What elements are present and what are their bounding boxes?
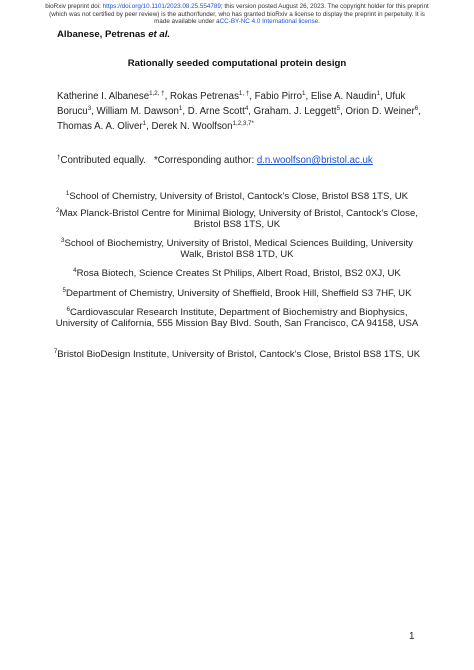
affiliation-number: 3 bbox=[61, 236, 65, 244]
affiliation-number: 5 bbox=[62, 286, 66, 294]
author-name: Elise A. Naudin bbox=[310, 91, 377, 102]
affiliation-number: 1 bbox=[65, 189, 70, 197]
affiliation-text: School of Biochemistry, University of Bristol, Medical Sciences Building, University Walk, Bristol BS8 1TD, UK bbox=[64, 238, 413, 261]
affiliation-number: 2 bbox=[56, 206, 60, 214]
dagger-marker: † bbox=[57, 153, 61, 161]
affiliation-number: 7 bbox=[53, 347, 58, 355]
author-list: Katherine I. Albanese$^{1,2, \dagger}$, Rokas Petrenas$^{1, \dagger}$, Fabio Pirro$^1$, Elise A. Naudin$^1$, Ufuk Borucu$^3$, William M. Dawson$^1$, D. Arne Scott$^4$, Graham. J. Leggett$^5$, Orion D. Weiner$^6$, Thomas A. A. Oliver$^1$, Derek N. Woolfson$^{1,2,3,7*}$ bbox=[57, 89, 421, 133]
affiliation-number: 6 bbox=[66, 305, 70, 313]
author-name: Graham. J. Leggett bbox=[253, 106, 337, 118]
author-affiliation-marker: 1 bbox=[302, 89, 306, 97]
running-header-etal: et al. bbox=[148, 29, 171, 40]
affiliation-text: Max Planck-Bristol Centre for Minimal Biology, University of Bristol, Cantock’s Close, Bristol BS8 1TS, UK bbox=[59, 208, 418, 231]
author-affiliation-marker: 1, † bbox=[238, 89, 250, 97]
page-number: 1 bbox=[409, 631, 415, 642]
preprint-notice bbox=[20, 3, 454, 26]
notice-line-1: bioRxiv preprint doi: https://doi.org/10.1101/2023.08.25.554789; this version posted August 26, 2023. The copyright holder for this preprint bbox=[45, 3, 429, 10]
affiliation-3 bbox=[52, 238, 422, 261]
affiliation-1 bbox=[52, 191, 422, 202]
running-header bbox=[57, 29, 170, 40]
author-name: William M. Dawson bbox=[96, 106, 179, 118]
affiliation-text: School of Chemistry, University of Bristol, Cantock’s Close, Bristol BS8 1TS, UK bbox=[69, 191, 409, 202]
author-name: Katherine I. Albanese bbox=[57, 91, 150, 102]
author-affiliation-marker: 6 bbox=[414, 104, 419, 112]
corresponding-author-label: *Corresponding author: bbox=[153, 155, 257, 166]
affiliation-4 bbox=[52, 268, 422, 279]
running-header-authors: Albanese, Petrenas bbox=[57, 29, 146, 40]
affiliation-text: Cardiovascular Research Institute, Department of Biochemistry and Biophysics, University of California, 555 Mission Bay Blvd. South, San Francisco, CA 94158, USA bbox=[55, 307, 419, 330]
author-affiliation-marker: 1,2,3,7* bbox=[232, 120, 254, 128]
author-name: Thomas A. A. Oliver bbox=[57, 121, 143, 133]
author-contributions bbox=[57, 155, 437, 166]
affiliation-text: Department of Chemistry, University of Sheffield, Brook Hill, Sheffield S3 7HF, UK bbox=[65, 288, 412, 299]
author-name: Fabio Pirro bbox=[254, 91, 303, 102]
author-affiliation-marker: 1,2, † bbox=[149, 89, 165, 97]
notice-line-2: (which was not certified by peer review) is the author/funder, who has granted bioRxiv a license to display the preprint in perpetuity. It is bbox=[49, 10, 425, 18]
author-affiliation-marker: 3 bbox=[87, 104, 92, 112]
corresponding-email-link[interactable]: d.n.woolfson@bristol.ac.uk bbox=[256, 155, 373, 166]
affiliation-7 bbox=[52, 349, 422, 360]
doi-link[interactable]: https://doi.org/10.1101/2023.08.25.554789 bbox=[102, 3, 221, 10]
author-affiliation-marker: 5 bbox=[336, 104, 341, 112]
affiliation-text: Rosa Biotech, Science Creates St Philips, Albert Road, Bristol, BS2 0XJ, UK bbox=[76, 268, 401, 279]
affiliation-2 bbox=[52, 208, 422, 231]
affiliation-5 bbox=[52, 288, 422, 299]
author-affiliation-marker: 1 bbox=[142, 120, 147, 128]
affiliation-number: 4 bbox=[73, 266, 77, 274]
author-name: Ufuk Borucu bbox=[57, 91, 406, 118]
notice-line-3: made available under aCC-BY-NC 4.0 International license. bbox=[154, 18, 320, 26]
affiliation-6 bbox=[52, 307, 422, 330]
author-affiliation-marker: 1 bbox=[178, 104, 183, 112]
author-name: D. Arne Scott bbox=[187, 106, 245, 118]
affiliation-text: Bristol BioDesign Institute, University of Bristol, Cantock’s Close, Bristol BS8 1TS, UK bbox=[57, 349, 421, 360]
author-affiliation-marker: 1 bbox=[376, 89, 381, 97]
equal-contribution-note: Contributed equally. bbox=[60, 155, 146, 166]
author-name: Derek N. Woolfson bbox=[151, 121, 233, 133]
author-affiliation-marker: 4 bbox=[244, 104, 249, 112]
author-name: Rokas Petrenas bbox=[169, 91, 239, 102]
license-link[interactable]: CC-BY-NC 4.0 International license bbox=[219, 18, 319, 26]
author-name: Orion D. Weiner bbox=[345, 106, 415, 118]
paper-title: Rationally seeded computational protein design bbox=[127, 58, 347, 69]
